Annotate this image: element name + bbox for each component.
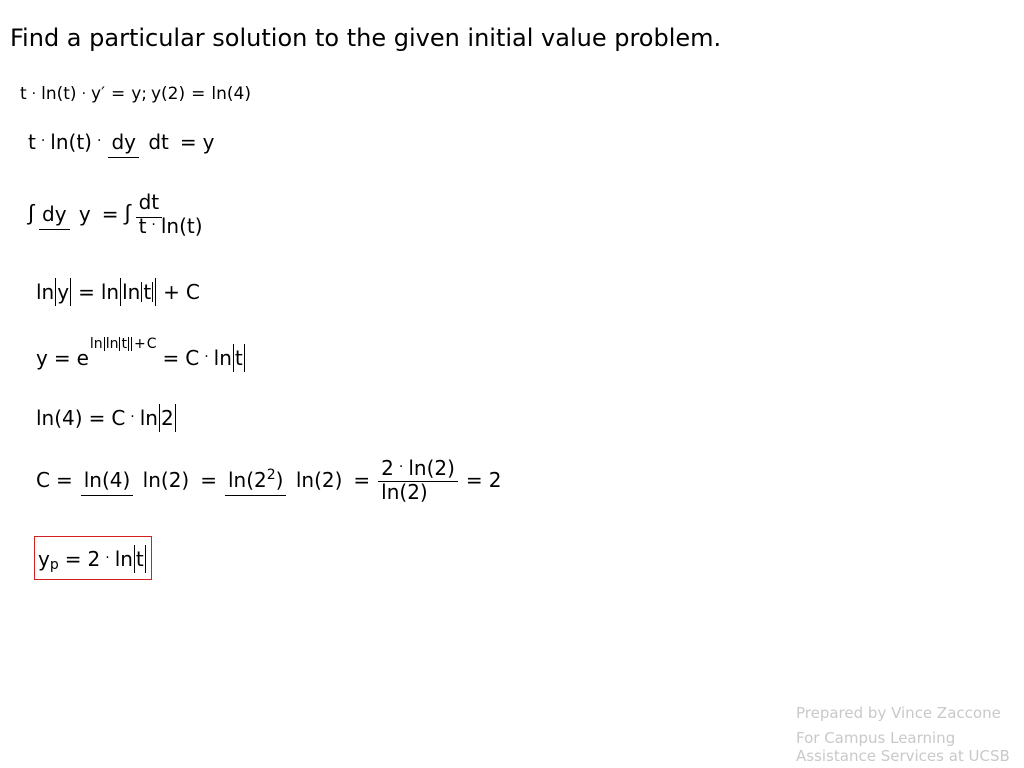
integral-sign-icon: ∫ <box>28 201 35 226</box>
absolute-value <box>134 545 146 573</box>
absolute-value-outer <box>120 278 156 306</box>
equals-sign: = <box>200 468 217 492</box>
absolute-value <box>233 344 245 372</box>
ln-text: ln <box>213 346 232 370</box>
ln-text: ln <box>139 406 158 430</box>
abs-t: t <box>135 547 144 571</box>
equals-sign: = <box>110 84 126 104</box>
step-exponentiate <box>36 336 246 372</box>
absolute-value-inner <box>141 282 153 302</box>
fraction-numerator: dy <box>39 202 70 230</box>
constant-c: C <box>185 280 200 304</box>
num-part: ) <box>275 468 284 492</box>
credit-affiliation-2: Assistance Services at UCSB <box>796 747 1010 765</box>
constant-c: C <box>36 468 50 492</box>
dot-operator: · <box>96 133 102 149</box>
dot-operator: · <box>398 459 404 475</box>
step1-t: t <box>28 130 36 154</box>
plus-sign: + <box>133 336 146 352</box>
dot-operator: · <box>81 85 87 102</box>
answer-y: y <box>38 547 50 571</box>
step-separate <box>28 132 214 152</box>
dot-operator: · <box>31 85 37 102</box>
constant-result: 2 <box>488 468 502 492</box>
abs-two: 2 <box>160 406 174 430</box>
credit-affiliation-1: For Campus Learning <box>796 729 956 747</box>
answer-subscript: p <box>49 557 59 573</box>
fraction-denominator <box>136 212 206 236</box>
dot-operator: · <box>130 409 135 425</box>
initial-condition-lhs: y(2) <box>150 84 186 104</box>
equals-sign: = <box>101 202 119 226</box>
step5-lhs: ln(4) <box>36 406 83 430</box>
equals-sign: = <box>162 346 180 370</box>
num-part: ln(2 <box>227 468 267 492</box>
fraction-numerator <box>225 468 287 496</box>
absolute-value <box>55 278 71 306</box>
problem-y: y; <box>131 84 147 104</box>
right-fraction <box>136 192 206 236</box>
abs-t: t <box>143 280 152 304</box>
abs-t: t <box>234 346 243 370</box>
plus-sign: + <box>163 280 180 304</box>
equals-sign: = <box>179 130 197 154</box>
fraction-numerator: dt <box>136 190 163 218</box>
abs-t: t <box>121 336 127 352</box>
fraction-numerator: ln(4) <box>81 468 134 496</box>
step1-rhs: y <box>202 130 215 154</box>
integral-sign-icon: ∫ <box>124 201 131 226</box>
left-fraction <box>39 204 94 224</box>
absolute-value <box>159 404 176 432</box>
initial-condition-rhs: ln(4) <box>211 84 251 104</box>
problem-yprime: y′ <box>91 84 105 104</box>
problem-ln-t: ln(t) <box>41 84 77 104</box>
equals-sign: = <box>55 468 73 492</box>
e-base: e <box>76 346 89 370</box>
fraction-denominator: ln(2) <box>295 468 343 492</box>
fraction-denominator: dt <box>148 130 169 154</box>
step-log-result <box>36 278 200 306</box>
constant-c: C <box>111 406 126 430</box>
fraction-3 <box>378 458 458 502</box>
equals-sign: = <box>64 547 82 571</box>
fraction-denominator: y <box>78 202 91 226</box>
constant-c: C <box>146 336 157 352</box>
ln-text: ln <box>122 280 141 304</box>
problem-t: t <box>20 84 27 104</box>
absolute-value-outer <box>104 337 132 351</box>
equals-sign: = <box>353 468 371 492</box>
step-solve-constant <box>36 458 501 502</box>
constant-c: C <box>185 346 200 370</box>
dot-operator: · <box>151 217 156 233</box>
fraction-2 <box>225 467 345 492</box>
answer-coefficient: 2 <box>87 547 101 571</box>
fraction-1 <box>81 470 192 490</box>
den-t: t <box>138 214 147 238</box>
superscript-two: 2 <box>266 467 276 483</box>
final-answer <box>38 545 147 573</box>
den-ln-t: ln(t) <box>160 214 203 238</box>
dot-operator: · <box>204 349 209 365</box>
y-var: y <box>36 346 48 370</box>
credit-author: Prepared by Vince Zaccone <box>796 704 1001 722</box>
abs-y: y <box>57 280 70 304</box>
fraction-numerator: dy <box>108 130 139 158</box>
problem-equation <box>20 86 251 103</box>
equals-sign: = <box>191 84 206 104</box>
ln-text: ln <box>36 280 55 304</box>
equals-sign: = <box>53 346 71 370</box>
num-two: 2 <box>381 456 394 480</box>
ln-text: ln <box>105 336 119 352</box>
equals-sign: = <box>88 406 106 430</box>
step1-ln-t: ln(t) <box>50 130 92 154</box>
step-apply-condition <box>36 404 177 432</box>
dot-operator: · <box>40 133 46 149</box>
ln-text: ln <box>89 336 103 352</box>
exponent <box>90 337 157 351</box>
equals-sign: = <box>465 468 483 492</box>
ln-text: ln <box>114 547 133 571</box>
absolute-value-inner <box>119 337 129 351</box>
problem-title: Find a particular solution to the given initial value problem. <box>10 24 722 52</box>
dot-operator: · <box>105 550 110 566</box>
equals-sign: = <box>78 280 95 304</box>
ln-text: ln <box>100 280 120 304</box>
num-ln: ln(2) <box>408 456 455 480</box>
step-integrate <box>28 192 208 236</box>
fraction-denominator: ln(2) <box>142 468 190 492</box>
derivative-fraction <box>108 132 171 152</box>
fraction-denominator: ln(2) <box>381 480 428 504</box>
